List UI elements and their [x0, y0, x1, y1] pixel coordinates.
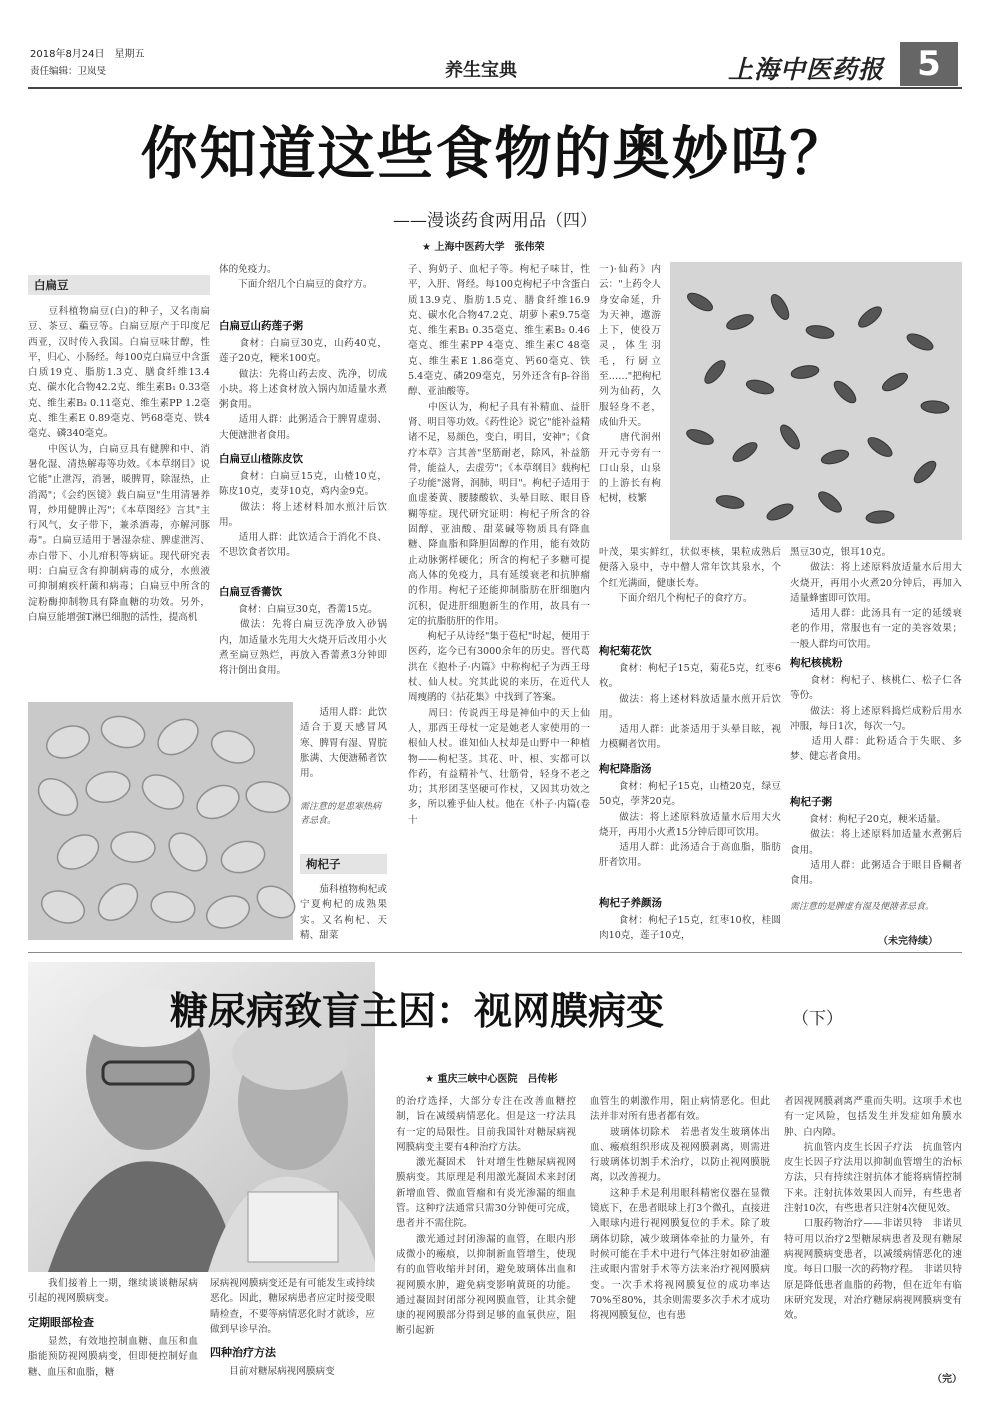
- recipe3-text: 食材：白扁豆30克，香薷15克。 做法：先将白扁豆洗净放入砂锅内，加适量水先用大火烧开后改用小火煮至扁豆熟烂，再放入香薷煮3分钟即将汁倒出食用。: [219, 604, 387, 677]
- goji-recipe4-text: 食材：枸杞子、核桃仁、松子仁各等份。 做法：将上述原料捣烂成粉后用水冲服，每日1次，每次一勺。 适用人群：此粉适合于失眠、多梦、健忘者食用。: [790, 675, 962, 763]
- article1-col3-text: 子、狗奶子、血杞子等。枸杞子味甘，性平，入肝、肾经。每100克枸杞子中含蛋白质13.9克、脂肪1.5克、膳食纤维16.9克、碳水化合物47.2克、胡萝卜素9.75毫克、维生素B₁ 0.35毫克、维生素B₂ 0.46毫克、维生素PP 4毫克、维生素C 48毫克、维生素E 1.86毫克、钙60毫克、铁5.4毫克、磷209毫克，另外还含有β-谷甾醇、亚油酸等。 中医认为，枸杞子具有补精血、益肝肾、明目等功效。《药性论》说它"能补益精诸不足，易颜色，变白，明目，安神"；《食疗本草》言其善"坚筋耐老，除风，补益筋骨，能益人，去虚劳"；《本草纲目》载枸杞子功能"滋肾，润肺，明目"。枸杞子适用于血虚萎黄、腰膝酸软、头晕目眩、眼目昏糊等症。现代研究证明：枸杞子所含的谷固醇、亚油酸、甜菜碱等物质具有降血糖、降血脂和降胆固醇的作用，能有效防止动脉粥样硬化；所含的枸杞子多糖可提高人体的免疫力，具有延缓衰老和抗肿瘤的作用。枸杞子还能抑制脂肪在肝细胞内沉积，促进肝细胞新生的作用，故具有一定的抗脂肪肝的作用。 枸杞子从诗经"集于苞杞"时起，便用于医药，迄今已有3000余年的历史。晋代葛洪在《抱朴子·内篇》中称枸杞子为西王母杖、仙人杖。究其此说的来历，在近代人周瘦鹃的《拈花集》中找到了答案。 周曰：传说西王母是神仙中的天上仙人，那西王母杖一定是她老人家使用的一根仙人杖。谁知仙人杖却是山野中一种植物——枸杞茎。其花、叶、根、实都可以作药，有益精补气、壮筋骨，轻身不老之功；其形团茎坚硬可作杖，又因其功效之多，所以雅乎仙人杖。他在《朴子·内篇(卷十: [408, 264, 590, 826]
- article2-author: ★ 重庆三峡中心医院 吕传彬: [425, 1074, 558, 1085]
- recipe3-title: 白扁豆香薷饮: [219, 586, 282, 598]
- goji-recipe1-text: 食材：枸杞子15克，菊花5克，红枣6枚。 做法：将上述材料放适量水煎开后饮用。 适用人群：此茶适用于头晕目眩，视力模糊者饮用。: [599, 663, 781, 751]
- goji-recipe3-title: 枸杞子养颜汤: [599, 897, 662, 909]
- goji-recipe5-title: 枸杞子粥: [790, 796, 832, 808]
- goji-recipe2-title: 枸杞降脂汤: [599, 763, 652, 775]
- to-be-continued: （未完待续）: [878, 936, 938, 947]
- article2-title-suffix: （下）: [792, 1009, 843, 1029]
- article2-col2-text2: 目前对糖尿病视网膜病变: [210, 1366, 335, 1377]
- recipe2-title: 白扁豆山楂陈皮饮: [219, 453, 303, 465]
- article1-col2-intro: 体的免疫力。 下面介绍几个白扁豆的食疗方。: [219, 264, 373, 291]
- article2-col1-intro: 我们接着上一期，继续谈谈糖尿病引起的视网膜病变。: [28, 1278, 198, 1305]
- heading-regular-eye-exam: 定期眼部检查: [28, 1316, 94, 1329]
- article2-col2-text: 尿病视网膜病变还是有可能发生或持续恶化。因此，糖尿病患者应定时接受眼睛检查，不要等病情恶化时才就诊，应做到早诊早治。: [210, 1278, 375, 1335]
- section-title: 养生宝典: [445, 60, 517, 81]
- paper-logo: 上海中医药报: [728, 55, 885, 84]
- goji-intro-text: 茄科植物枸杞或宁夏枸杞的成熟果实。又名枸杞、天精、甜菜: [300, 884, 387, 941]
- article2-col5-text: 者因视网膜剥离严重而失明。这项手术也有一定风险，包括发生并发症如角膜水肿、白内障。 抗血管内皮生长因子疗法 抗血管内皮生长因子疗法用以抑制血管增生的治标方法，只有持续注射抗体才能将病情控制下来。注射抗体效果因人而异，有些患者注射10次，有些患者只注射4次便见效。 口服药物治疗——非诺贝特 非诺贝特可用以治疗2型糖尿病患者及现有糖尿病视网膜病变患者，以减缓病情恶化的速度。每日口服一次的药物疗程。 非诺贝特原是降低患者血脂的药物，但在近年有临床研究发现，对治疗糖尿病视网膜病变有效。: [784, 1096, 962, 1322]
- article2-end: （完）: [932, 1374, 962, 1385]
- article2-col4-text: 血管生的刺激作用，阻止病情恶化。但此法并非对所有患者都有效。 玻璃体切除术 若患者发生玻璃体出血、瘢痕组织形成及视网膜剥离，则需进行玻璃体切割手术治疗，以防止视网膜脱离，以改善视力。 这种手术是利用眼科精密仪器在显微镜底下，在患者眼球上打3个微孔，直接进入眼球内进行视网膜复位的手术。除了玻璃体切除，减少玻璃体牵扯的力量外，有时候可能在手术中进行气体注射如矽油灌注或眼内雷射手术等方法来治疗视网膜病变。一次手术将视网膜复位的成功率达70%至80%，其余则需要多次手术才成功将视网膜复位，也有患: [590, 1096, 770, 1322]
- article2-title: 糖尿病致盲主因：视网膜病变: [170, 988, 665, 1033]
- heading-white-bean: 白扁豆: [28, 275, 210, 295]
- recipe3-note: 需注意的是患寒热病者忌食。: [300, 802, 382, 826]
- issue-date: 2018年8月24日 星期五: [30, 49, 145, 60]
- article1-subtitle: ——漫谈药食两用品（四）: [393, 211, 597, 231]
- recipe2-text: 食材：白扁豆15克，山楂10克，陈皮10克，麦芽10克，鸡内金9克。 做法：将上述材料加水煎汁后饮用。 适用人群：此饮适合于消化不良、不思饮食者饮用。: [219, 471, 387, 559]
- article1-col4-narrow: 一)·仙药》内云："上药令人身安命延，升为天神，遨游上下，使役万灵，体生羽毛，行厨立至……"把枸杞列为仙药，久服轻身不老，成仙升天。 唐代润州开元寺旁有一口山泉，山泉的上游长有枸杞树，枝繁: [599, 264, 661, 505]
- page-number: 5: [900, 42, 958, 86]
- white-bean-photo: [28, 702, 293, 940]
- editor-credit: 责任编辑：卫岚旻: [30, 66, 107, 77]
- goji-recipe1-title: 枸杞菊花饮: [599, 645, 652, 657]
- goji-recipe5-note: 需注意的是脾虚有湿及便溏者忌食。: [790, 902, 935, 912]
- goji-recipe4-title: 枸杞核桃粉: [790, 657, 843, 669]
- heading-goji: 枸杞子: [300, 854, 387, 874]
- goji-recipe3-text: 食材：枸杞子15克，红枣10枚，桂圆肉10克，莲子10克，: [599, 915, 781, 942]
- article1-col4-wide: 叶茂，果实鲜红，状似枣核，果粒成熟后便落入泉中，寺中僧人常年饮其泉水，个个红光满面，健康长寿。 下面介绍几个枸杞子的食疗方。: [599, 547, 781, 604]
- article-divider: [28, 952, 962, 953]
- goji-recipe5-text: 食材：枸杞子20克，粳米适量。 做法：将上述原料加适量水煮粥后食用。 适用人群：此粥适合于眼目昏糊者食用。: [790, 814, 962, 887]
- article2-col3-text: 的治疗选择，大部分专注在改善血糖控制，旨在减缓病情恶化。但是这一疗法具有一定的局限性。目前我国针对糖尿病视网膜病变主要有4种治疗方法。 激光凝固术 针对增生性糖尿病视网膜病变。其原理是利用激光凝固术来封闭新增血管、微血管瘤和有炎光渗漏的细血管。这种疗法通常只需30分钟便可完成，患者并不需住院。 激光通过封闭渗漏的血管，在眼内形成微小的瘢痕，以抑制新血管增生，使现有的血管收缩并封闭，避免玻璃体出血和视网膜水肿，避免病变影响黄斑的功能。通过凝固封闭部分视网膜血管，让其余健康的视网膜部分得到足够的血氧供应，阻断引起新: [396, 1096, 576, 1337]
- article1-title: 你知道这些食物的奥妙吗？: [140, 120, 849, 187]
- recipe3-audience: 适用人群：此饮适合于夏天感冒风寒、脾胃有湿、胃脘胀满、大便溏稀者饮用。: [300, 707, 387, 780]
- goji-recipe2-text: 食材：枸杞子15克，山楂20克，绿豆50克，荸荠20克。 做法：将上述原料放适量水后用大火烧开，再用小火煮15分钟后即可饮用。 适用人群：此汤适合于高血脂，脂肪肝者饮用。: [599, 781, 781, 869]
- goji-berry-photo: [670, 262, 962, 540]
- article1-col1-text: 豆科植物扁豆(白)的种子，又名南扁豆、茶豆、藊豆等。白扁豆原产于印度尼西亚，汉时传入我国。白扁豆味甘醇，性平，归心、小肠经。每100克白扁豆中含蛋白质19克、脂肪1.3克、膳食纤维13.4克、碳水化合物42.2克、维生素B₁ 0.33毫克、维生素B₂ 0.11毫克、维生素PP 1.2毫克、维生素E 0.89毫克、钙68毫克、铁4毫克、磷340毫克。 中医认为，白扁豆具有健脾和中、消暑化湿、清热解毒等功效。《本草纲目》说它能"止泄泻，消暑，暖脾胃，除湿热，止消渴"；《会约医镜》载白扁豆"生用清暑养胃，炒用健脾止泻"；《本草图经》言其"主行风气，女子带下，兼杀酒毒，亦解河豚毒"。白扁豆适用于暑湿杂症、脾虚泄泻、赤白带下、小儿疳积等病证。现代研究表明：白扁豆含有抑制病毒的成分，水煎液可抑制痢疾杆菌和病毒；白扁豆中所含的淀粉酶抑制物具有降血糖的功效。另外，白扁豆能增强T淋巴细胞的活性，提高机: [28, 306, 210, 623]
- article1-col5-text: 黑豆30克，银耳10克。 做法：将上述原料放适量水后用大火烧开，再用小火煮20分钟后，再加入适量蜂蜜即可饮用。 适用人群：此汤具有一定的延缓衰老的作用，常服也有一定的美容效果；一般人群均可饮用。: [790, 547, 962, 650]
- recipe1-text: 食材：白扁豆30克，山药40克，莲子20克，粳米100克。 做法：先将山药去皮、洗净，切成小块。将上述食材放入锅内加适量水煮粥食用。 适用人群：此粥适合于脾胃虚弱、大便溏泄者食用。: [219, 338, 387, 441]
- heading-four-treatments: 四种治疗方法: [210, 1346, 276, 1359]
- recipe1-title: 白扁豆山药莲子粥: [219, 320, 303, 332]
- article1-author: ★ 上海中医药大学 张伟荣: [422, 242, 545, 253]
- article2-col1-text: 显然，有效地控制血糖、血压和血脂能预防视网膜病变，但即便控制好血糖、血压和血脂，糖: [28, 1336, 198, 1378]
- masthead-rule: [28, 87, 962, 89]
